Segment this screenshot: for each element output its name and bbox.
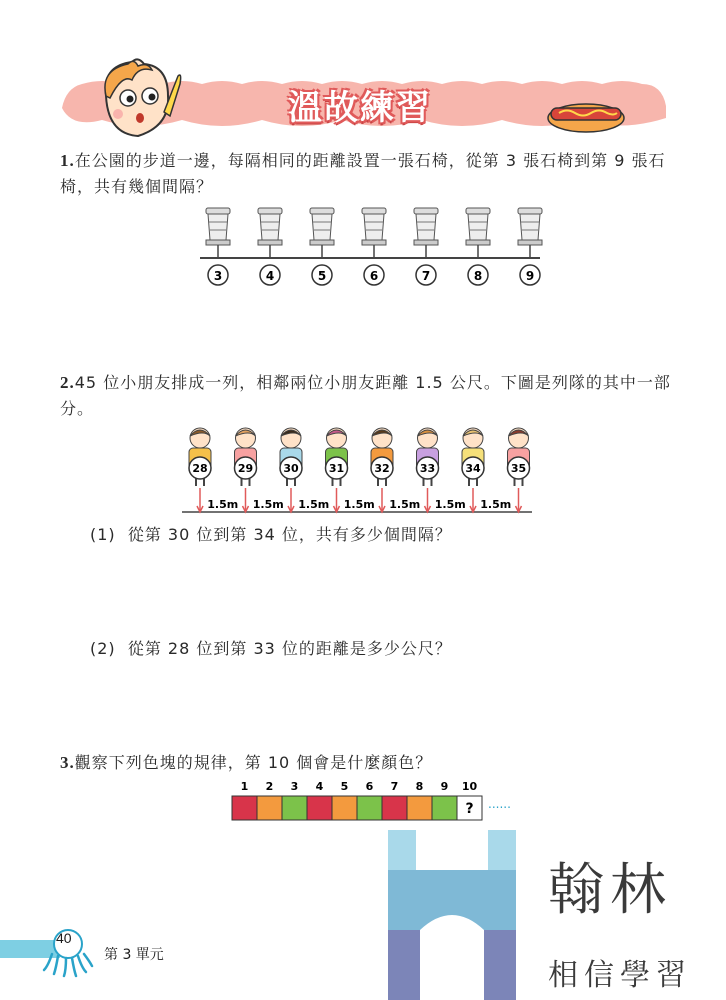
color-block — [357, 796, 382, 820]
page-number: 40 — [56, 930, 72, 946]
color-block — [282, 796, 307, 820]
question-3 — [60, 750, 690, 776]
color-block — [332, 796, 357, 820]
color-block — [257, 796, 282, 820]
stone-bench — [466, 208, 490, 245]
stone-bench — [258, 208, 282, 245]
question-2-text: 45 位小朋友排成一列，相鄰兩位小朋友距離 1.5 公尺。下圖是列隊的其中一部分。 — [60, 373, 671, 418]
stone-bench — [206, 208, 230, 245]
color-position-label: 9 — [440, 780, 449, 793]
color-position-label: 4 — [315, 780, 324, 793]
color-block — [232, 796, 257, 820]
child-number: 29 — [237, 462, 254, 475]
bench-label: 4 — [265, 269, 275, 283]
gap-label: 1.5m — [389, 498, 421, 511]
question-1 — [60, 148, 690, 200]
sub-2-number: (2) — [90, 639, 116, 658]
question-2-sub-1 — [90, 522, 452, 545]
child-number: 35 — [510, 462, 527, 475]
sub-1-number: (1) — [90, 525, 116, 544]
stone-bench — [362, 208, 386, 245]
gap-label: 1.5m — [480, 498, 512, 511]
kids-line-diagram — [182, 426, 534, 518]
question-2-number: 2. — [60, 373, 75, 392]
hotdog-icon — [545, 96, 627, 136]
color-position-label: 7 — [390, 780, 399, 793]
bench-diagram — [200, 200, 550, 295]
color-block — [307, 796, 332, 820]
child-number: 34 — [465, 462, 481, 475]
continuation-dots: ...... — [488, 797, 511, 811]
bench-label: 8 — [473, 269, 483, 283]
question-3-text: 觀察下列色塊的規律，第 10 個會是什麼顏色？ — [74, 753, 433, 772]
color-position-label: 8 — [415, 780, 424, 793]
child-number: 30 — [283, 462, 299, 475]
color-position-label: 3 — [290, 780, 299, 793]
question-2 — [60, 370, 690, 422]
question-1-text: 在公園的步道一邊，每隔相同的距離設置一張石椅，從第 3 張石椅到第 9 張石椅，共有幾個間隔？ — [60, 151, 666, 196]
unit-label: 第 3 單元 — [104, 947, 164, 963]
gap-label: 1.5m — [252, 498, 284, 511]
bench-label: 7 — [421, 269, 431, 283]
stone-bench — [310, 208, 334, 245]
question-1-number: 1. — [60, 151, 75, 170]
bench-label: 3 — [213, 269, 223, 283]
cartoon-boy-icon — [88, 56, 184, 146]
sub-2-text: 從第 28 位到第 33 位的距離是多少公尺？ — [127, 639, 452, 658]
watermark-brand: 翰林 — [548, 858, 672, 923]
color-block — [407, 796, 432, 820]
color-block-row — [230, 778, 550, 824]
stone-bench — [518, 208, 542, 245]
child-number: 28 — [192, 462, 208, 475]
unknown-mark: ? — [465, 801, 474, 817]
stone-bench — [414, 208, 438, 245]
color-position-label: 1 — [240, 780, 249, 793]
bench-label: 5 — [317, 269, 327, 283]
color-position-label: 10 — [461, 780, 478, 793]
color-position-label: 5 — [340, 780, 349, 793]
gap-label: 1.5m — [343, 498, 375, 511]
gap-label: 1.5m — [298, 498, 330, 511]
color-block — [382, 796, 407, 820]
color-position-label: 2 — [265, 780, 274, 793]
color-block — [432, 796, 457, 820]
color-position-label: 6 — [365, 780, 374, 793]
child-number: 31 — [328, 462, 345, 475]
question-2-sub-2 — [90, 636, 452, 659]
question-3-number: 3. — [60, 753, 75, 772]
bench-label: 9 — [525, 269, 535, 283]
gap-label: 1.5m — [434, 498, 466, 511]
gap-label: 1.5m — [207, 498, 239, 511]
child-number: 33 — [419, 462, 436, 475]
child-number: 32 — [374, 462, 390, 475]
bench-label: 6 — [369, 269, 379, 283]
page-title: 溫故練習 — [288, 88, 432, 128]
sub-1-text: 從第 30 位到第 34 位，共有多少個間隔？ — [127, 525, 452, 544]
watermark-slogan: 相信學習 — [548, 958, 692, 993]
